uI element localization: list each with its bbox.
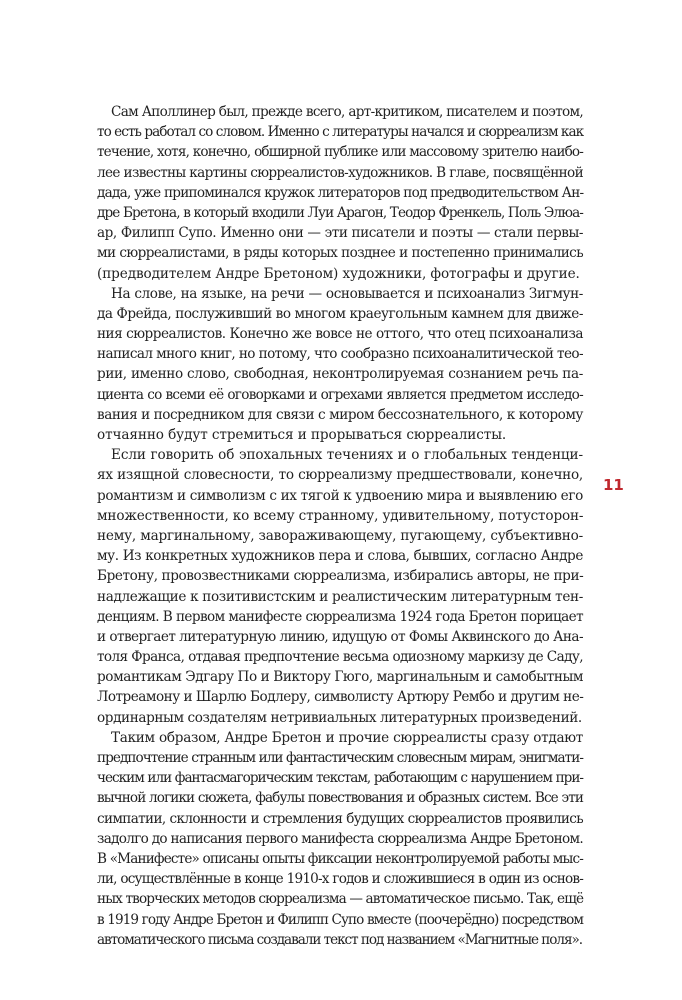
page-number: 11: [603, 476, 624, 494]
text-line: В «Манифесте» описаны опыты фиксации неконтролируемой работы мыс-: [97, 850, 583, 867]
text-line: Сам Аполлинер был, прежде всего, арт-критиком, писателем и поэтом,: [111, 104, 583, 120]
text-line: Лотреамону и Шарлю Бодлеру, символисту Артюру Рембо и другим не-: [97, 689, 584, 706]
text-line: ми сюрреалистами, в ряды которых позднее и постепенно принимались: [97, 245, 583, 262]
text-line: ординарным создателям нетривиальных литературных произведений.: [97, 709, 582, 726]
text-line: романтизм и символизм с их тягой к удвоению мира и выявлению его: [97, 487, 583, 504]
text-line: ных творческих методов сюрреализма — автоматическое письмо. Так, ещё: [97, 891, 584, 908]
text-line: ческим или фантасмагорическим текстам, работающим с нарушением при-: [97, 770, 583, 787]
text-line: предпочтение странным или фантастическим словесным мирам, энигмати-: [97, 750, 583, 766]
text-line: Бретону, провозвестниками сюрреализма, избирались авторы, не при-: [97, 568, 584, 585]
text-line: циента со всеми её оговорками и огрехами является предметом исследо-: [97, 386, 583, 403]
text-line: написал много книг, но потому, что сообразно психоаналитической тео-: [97, 346, 583, 363]
text-line: му. Из конкретных художников пера и слова, бывших, согласно Андре: [97, 548, 583, 565]
text-line: да Фрейда, послуживший во многом краеугольным камнем для движе-: [97, 305, 583, 322]
text-line: вания и посредником для связи с миром бессознательного, к которому: [97, 406, 583, 423]
text-line: денциям. В первом манифесте сюрреализма 1924 года Бретон порицает: [97, 608, 583, 625]
text-line: (предводителем Андре Бретоном) художники, фотографы и другие.: [97, 265, 580, 282]
text-line: автоматического письма создавали текст под названием «Магнитные поля».: [97, 931, 583, 948]
text-line: ар, Филипп Супо. Именно они — эти писатели и поэты — стали первы-: [97, 225, 583, 242]
text-line: симпатии, склонности и стремления будущих сюрреалистов проявились: [97, 810, 583, 827]
paragraph-4: [97, 728, 583, 950]
text-line: Если говорить об эпохальных течениях и о глобальных тенденци-: [111, 447, 583, 464]
text-line: нему, маргинальному, завораживающему, пугающему, субъективно-: [97, 527, 583, 544]
text-line: На слове, на языке, на речи — основывается и психоанализ Зигмун-: [111, 285, 583, 302]
text-line: течение, хотя, конечно, обширной публике или массовому зрителю наибо-: [97, 144, 583, 161]
text-line: дада, уже припоминался кружок литераторов под предводительством Ан-: [97, 184, 584, 201]
text-line: то есть работал со словом. Именно с литературы начался и сюрреализм как: [97, 124, 584, 141]
text-line: надлежащие к позитивистским и реалистическим литературным тен-: [97, 588, 583, 605]
text-line: ли, осуществлённые в конце 1910-х годов и сложившиеся в один из основ-: [97, 871, 583, 888]
paragraph-1: [97, 102, 583, 284]
text-line: в 1919 году Андре Бретон и Филипп Супо вместе (поочерёдно) посредством: [97, 911, 583, 928]
text-line: отчаянно будут стремиться и прорываться сюрреалисты.: [97, 427, 507, 443]
text-line: Таким образом, Андре Бретон и прочие сюрреалисты сразу отдают: [111, 729, 583, 746]
text-line: и отвергает литературную линию, идущую от Фомы Аквинского до Ана-: [97, 628, 583, 645]
text-line: толя Франса, отдавая предпочтение весьма одиозному маркизу де Саду,: [97, 649, 583, 666]
text-line: множественности, ко всему странному, удивительному, потусторон-: [97, 507, 584, 524]
text-line: романтикам Эдгару По и Виктору Гюго, маргинальным и самобытным: [97, 669, 584, 686]
text-line: дре Бретона, в который входили Луи Арагон, Теодор Френкель, Поль Элюа-: [97, 204, 583, 221]
text-line: ях изящной словесности, то сюрреализму предшествовали, конечно,: [97, 467, 583, 484]
text-line: лее известны картины сюрреалистов-художников. В главе, посвящённой: [97, 164, 583, 181]
text-line: ния сюрреалистов. Конечно же вовсе не оттого, что отец психоанализа: [97, 326, 583, 343]
text-line: вычной логики сюжета, фабулы повествования и образных систем. Все эти: [97, 790, 583, 807]
text-line: рии, именно слово, свободная, неконтролируемая сознанием речь па-: [97, 366, 583, 383]
text-line: задолго до написания первого манифеста сюрреализма Андре Бретоном.: [97, 830, 583, 847]
body-text: [97, 102, 583, 950]
paragraph-3: [97, 445, 583, 728]
paragraph-2: [97, 284, 583, 446]
